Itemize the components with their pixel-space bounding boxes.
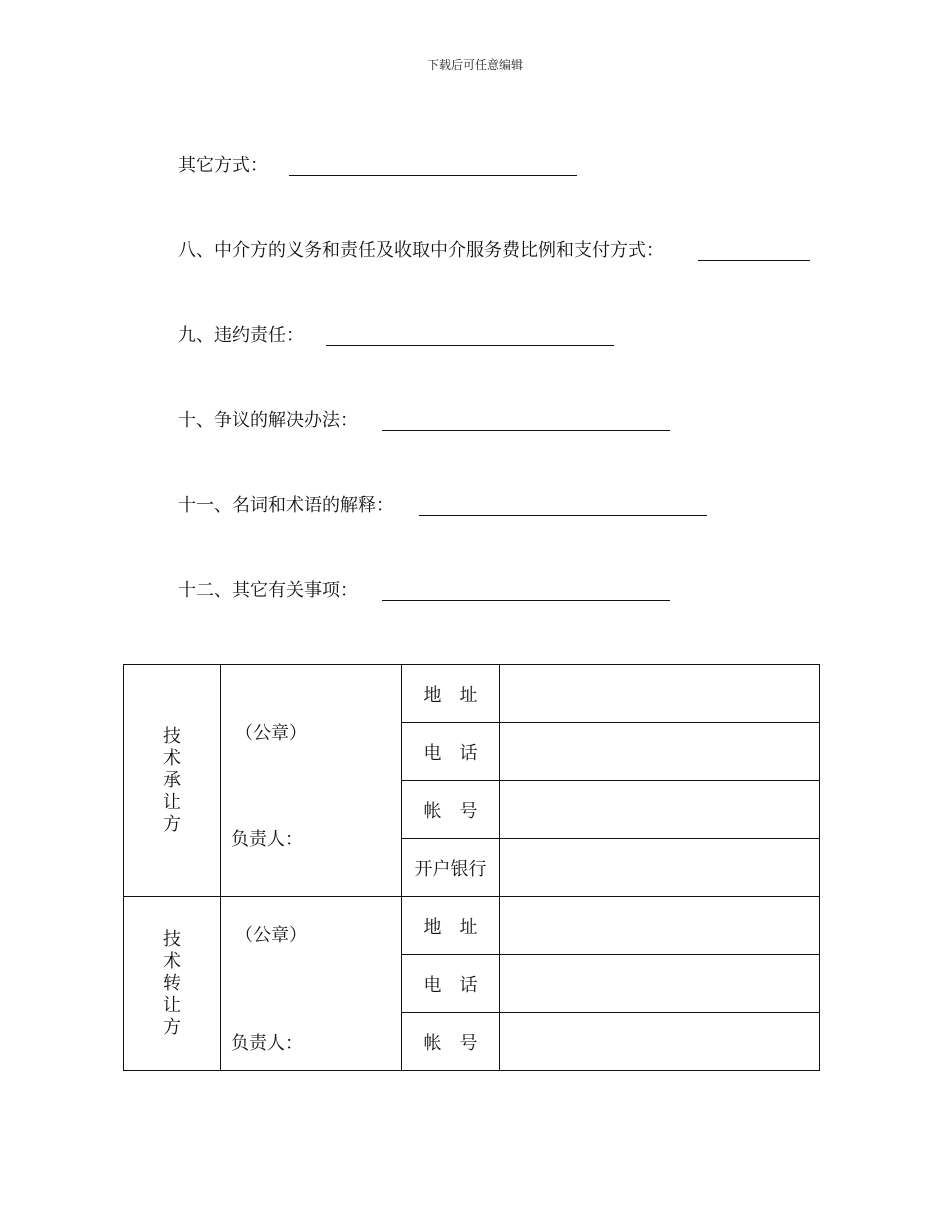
fill-blank[interactable] (326, 345, 614, 346)
row-label-phone: 电 话 (402, 723, 500, 781)
value-cell-phone[interactable] (500, 723, 820, 781)
fill-blank[interactable] (382, 430, 670, 431)
row-label-account: 帐 号 (402, 781, 500, 839)
value-cell-address[interactable] (500, 897, 820, 955)
row-label-bank: 开户银行 (402, 839, 500, 897)
fill-blank[interactable] (698, 260, 810, 261)
value-cell-address[interactable] (500, 665, 820, 723)
value-cell-account[interactable] (500, 1013, 820, 1071)
field-other-matters (178, 579, 358, 603)
field-dispute-resolution (178, 409, 358, 433)
value-cell-phone[interactable] (500, 955, 820, 1013)
row-label-address: 地 址 (402, 665, 500, 723)
page-header: 下载后可任意编辑 (426, 58, 523, 72)
row-label-phone: 电 话 (402, 955, 500, 1013)
value-cell-account[interactable] (500, 781, 820, 839)
field-liability (178, 324, 304, 348)
seal-cell (221, 897, 402, 1071)
row-label-address: 地 址 (402, 897, 500, 955)
field-label: 其它方式： (178, 155, 268, 176)
field-label: 十二、其它有关事项： (178, 580, 358, 601)
fill-blank[interactable] (419, 515, 707, 516)
field-label: 十一、名词和术语的解释： (178, 495, 394, 516)
seal-cell (221, 665, 402, 897)
responsible-label: 负责人： (231, 1033, 303, 1054)
fill-blank[interactable] (289, 175, 577, 176)
value-cell-bank[interactable] (500, 839, 820, 897)
party-name: 技术转让方 (163, 928, 181, 1038)
row-label-account: 帐 号 (402, 1013, 500, 1071)
field-label: 八、中介方的义务和责任及收取中介服务费比例和支付方式： (178, 240, 664, 261)
seal-label: （公章） (235, 723, 307, 744)
party-name: 技术承让方 (163, 725, 181, 835)
field-other-methods (178, 154, 268, 178)
field-label: 十、争议的解决办法： (178, 410, 358, 431)
field-label: 九、违约责任： (178, 325, 304, 346)
party-name-cell (124, 897, 221, 1071)
fill-blank[interactable] (382, 600, 670, 601)
field-intermediary-duties (178, 239, 664, 263)
field-terms-explanation (178, 494, 394, 518)
seal-label: （公章） (235, 925, 307, 946)
signature-table (123, 664, 820, 1071)
party-name-cell (124, 665, 221, 897)
responsible-label: 负责人： (231, 829, 303, 850)
